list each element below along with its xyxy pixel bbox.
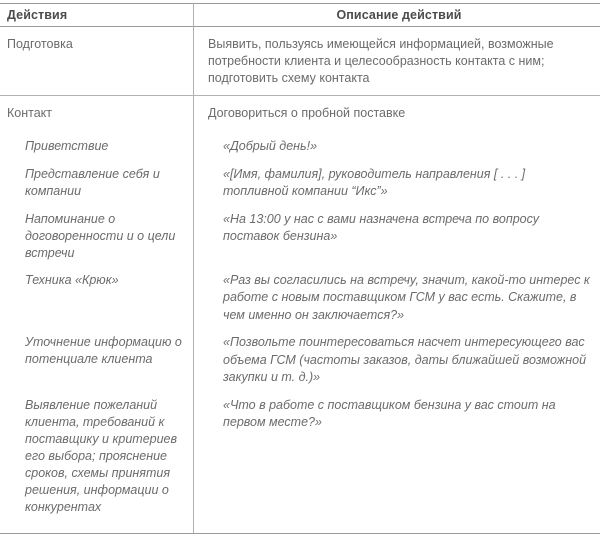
row-description-cell xyxy=(193,326,600,389)
row-description: Договориться о пробной поставке xyxy=(208,106,406,120)
row-description: «[Имя, фамилия], руководитель направления [ . . . ] топливной компании “Икс”» xyxy=(223,166,526,198)
row-label: Контакт xyxy=(7,106,53,120)
row-label-cell xyxy=(0,389,193,518)
row-description-cell xyxy=(193,27,600,95)
row-label: Напоминание о договоренности и о цели встречи xyxy=(25,211,176,260)
table-row xyxy=(0,326,600,389)
row-description-cell xyxy=(193,158,600,203)
table-row xyxy=(0,264,600,327)
row-label: Уточнение информацию о потенциале клиента xyxy=(25,335,182,366)
row-description: «Позвольте поинтересоваться насчет интересующего вас объема ГСМ (частоты заказов, даты ближайшей возможной закупки и т. д.)» xyxy=(223,335,587,384)
row-label-cell xyxy=(0,264,193,291)
table-row xyxy=(0,158,600,203)
table-row xyxy=(0,27,600,95)
row-label-cell xyxy=(0,96,193,130)
row-label-cell xyxy=(0,130,193,157)
row-description-cell xyxy=(193,96,600,130)
column-header-actions: Действия xyxy=(7,8,68,22)
row-description: Выявить, пользуясь имеющейся информацией, возможные потребности клиента и целесообразность контакта с ним; подготовить схему контакта xyxy=(208,37,554,85)
row-label-cell xyxy=(0,326,193,370)
row-label: Выявление пожеланий клиента, требований к поставщику и критериев его выбора; прояснение сроков, схемы принятия решения, информации о конкурентах xyxy=(25,397,178,514)
table-row xyxy=(0,130,600,158)
row-label-cell xyxy=(0,27,193,61)
row-label: Техника «Крюк» xyxy=(25,272,119,287)
row-description-cell xyxy=(193,389,600,434)
table-row xyxy=(0,203,600,264)
column-divider xyxy=(193,3,194,533)
row-description: «На 13:00 у нас с вами назначена встреча по вопросу поставок бензина» xyxy=(223,211,539,243)
row-description-cell xyxy=(193,203,600,248)
row-label: Подготовка xyxy=(7,37,73,51)
table-header-row xyxy=(0,4,600,26)
row-label: Приветствие xyxy=(25,139,109,153)
row-label: Представление себя и компании xyxy=(25,166,160,198)
row-description-cell xyxy=(193,264,600,327)
row-description: «Добрый день!» xyxy=(223,139,318,153)
column-header-description: Описание действий xyxy=(336,8,462,22)
table-bottom-border xyxy=(0,533,600,534)
header-cell-actions xyxy=(0,4,193,26)
table-row xyxy=(0,96,600,130)
row-description: «Что в работе с поставщиком бензина у вас стоит на первом месте?» xyxy=(223,397,556,429)
table-row xyxy=(0,389,600,518)
header-cell-description xyxy=(193,4,600,26)
row-label-cell xyxy=(0,203,193,264)
row-description: «Раз вы согласились на встречу, значит, какой-то интерес к работе с новым поставщиком ГСМ у вас есть. Скажите, в чем именно он заключается?» xyxy=(223,272,590,322)
row-description-cell xyxy=(193,130,600,158)
row-label-cell xyxy=(0,158,193,202)
